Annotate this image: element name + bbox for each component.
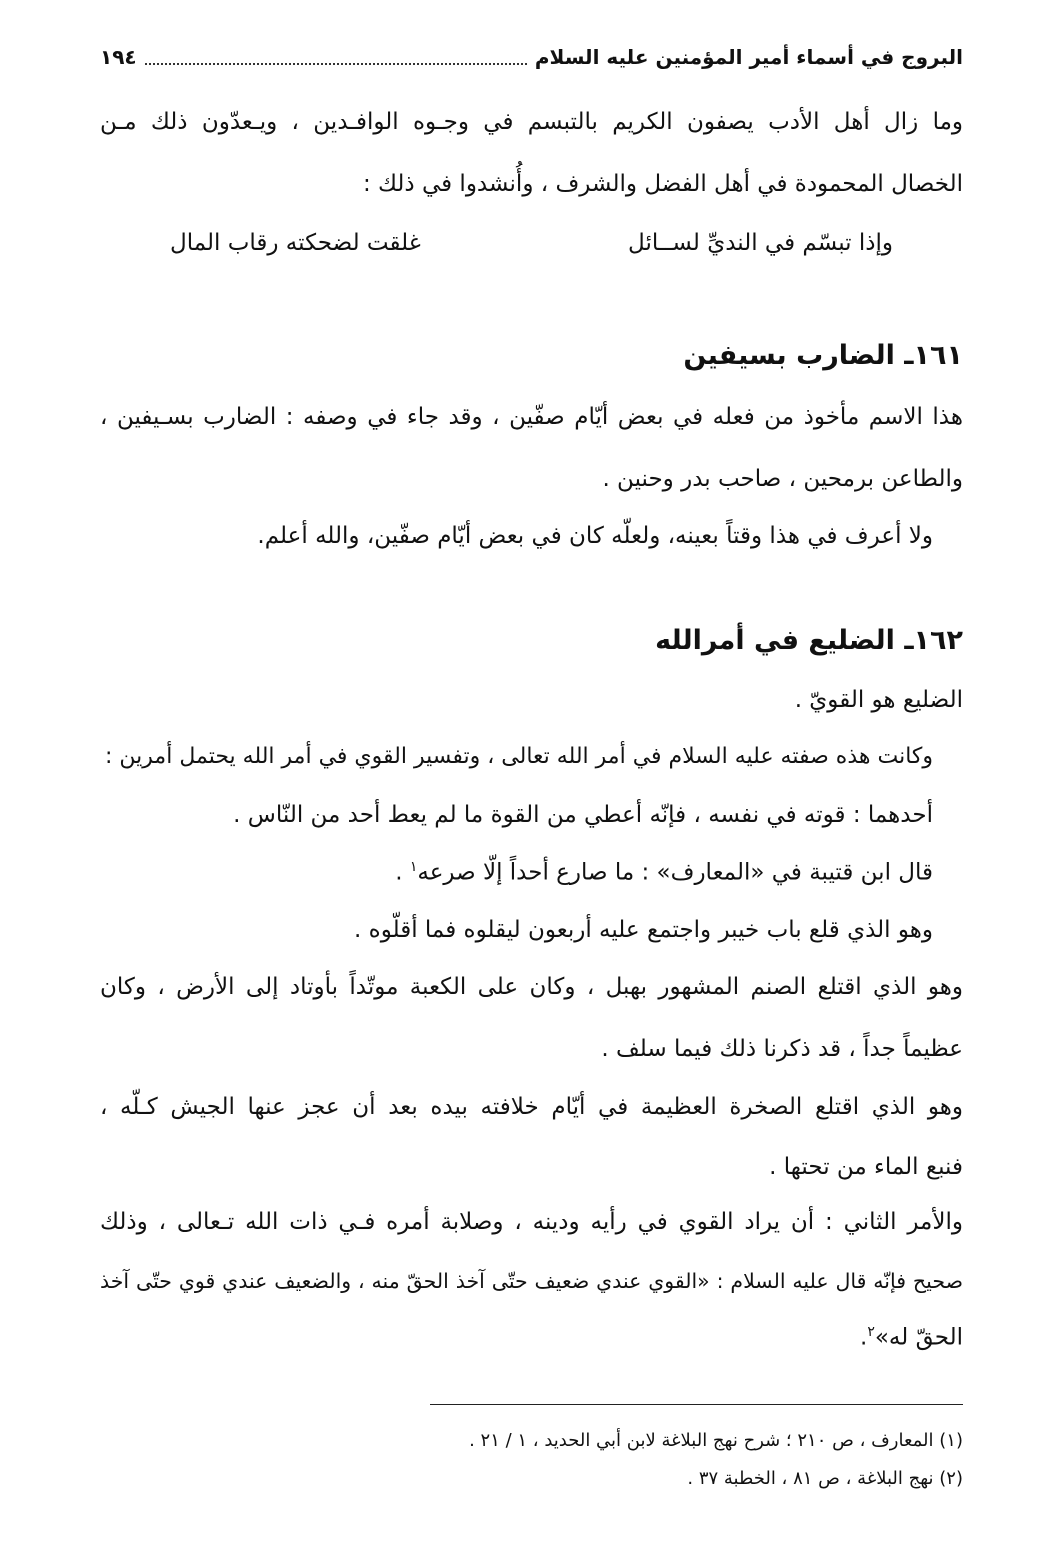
section-162-para-8-line-2: صحيح فإنّه قال عليه السلام : «القوي عندي ضعيف حتّى آخذ الحقّ منه ، والضعيف عندي قوي حتّى آخذ [100,1269,963,1293]
ibn-qutayba-quote: قال ابن قتيبة في «المعارف» : ما صارع أحداً إلّا صرعه [417,859,933,886]
intro-line-2: الخصال المحمودة في أهل الفضل والشرف ، وأُنشدوا في ذلك : [362,171,963,197]
hadith-end: الحقّ له» [874,1324,963,1351]
footnote-1: (١) المعارف ، ص ٢١٠ ؛ شرح نهج البلاغة لابن أبي الحديد ، ١ / ٢١ . [469,1430,963,1451]
period: . [395,859,410,886]
section-161-line-3: ولا أعرف في هذا وقتاً بعينه، ولعلّه كان في بعض أيّام صفّين، والله أعلم. [257,523,933,549]
verse-first-hemistich: وإذا تبسّم في النديِّ لســائل [628,230,893,256]
section-162-para-2: وكانت هذه صفته عليه السلام في أمر الله تعالى ، وتفسير القوي في أمر الله يحتمل أمرين : [105,744,933,769]
verse-second-hemistich: غلقت لضحكته رقاب المال [170,230,421,256]
section-161-line-1: هذا الاسم مأخوذ من فعله في بعض أيّام صفّين ، وقد جاء في وصفه : الضارب بسـيفين ، [100,404,963,430]
section-162-definition: الضليع هو القويّ . [794,687,963,713]
footnote-ref-1: ١ [409,859,418,875]
running-header [100,40,963,74]
section-162-para-6-line-2: عظيماً جداً ، قد ذكرنا ذلك فيما سلف . [601,1036,963,1062]
footnote-ref-2: ٢ [867,1324,875,1340]
header-dot-leader [145,49,527,65]
section-162-para-7-line-2: فنبع الماء من تحتها . [769,1154,963,1180]
footnote-separator [430,1404,963,1405]
section-162-para-3: أحدهما : قوته في نفسه ، فإنّه أعطي من القوة ما لم يعط أحد من النّاس . [233,802,933,828]
section-162-para-6-line-1: وهو الذي اقتلع الصنم المشهور بهبل ، وكان على الكعبة موتّداً بأوتاد إلى الأرض ، وكان [100,974,963,1000]
section-162-para-4 [100,860,933,886]
footnote-2: (٢) نهج البلاغة ، ص ٨١ ، الخطبة ٣٧ . [687,1468,963,1489]
section-162-heading: ١٦٢ـ الضليع في أمرالله [655,625,963,656]
section-161-heading: ١٦١ـ الضارب بسيفين [683,340,963,371]
section-162-para-8-line-1: والأمر الثاني : أن يراد القوي في رأيه ودينه ، وصلابة أمره فـي ذات الله تـعالى ، وذلك [100,1209,963,1235]
section-162-para-8-line-3 [100,1325,963,1351]
running-title: البروج في أسماء أمير المؤمنين عليه السلام [534,45,963,69]
period: . [860,1324,868,1351]
intro-line-1: وما زال أهل الأدب يصفون الكريم بالتبسم في وجـوه الوافـدين ، ويـعدّون ذلك مـن [100,109,963,135]
page-number: ١٩٤ [100,45,137,69]
section-162-para-7-line-1: وهو الذي اقتلع الصخرة العظيمة في أيّام خلافته بيده بعد أن عجز عنها الجيش كـلّه ، [100,1094,963,1120]
section-162-para-5: وهو الذي قلع باب خيبر واجتمع عليه أربعون ليقلوه فما أقلّوه . [354,917,933,943]
section-161-line-2: والطاعن برمحين ، صاحب بدر وحنين . [602,466,963,492]
